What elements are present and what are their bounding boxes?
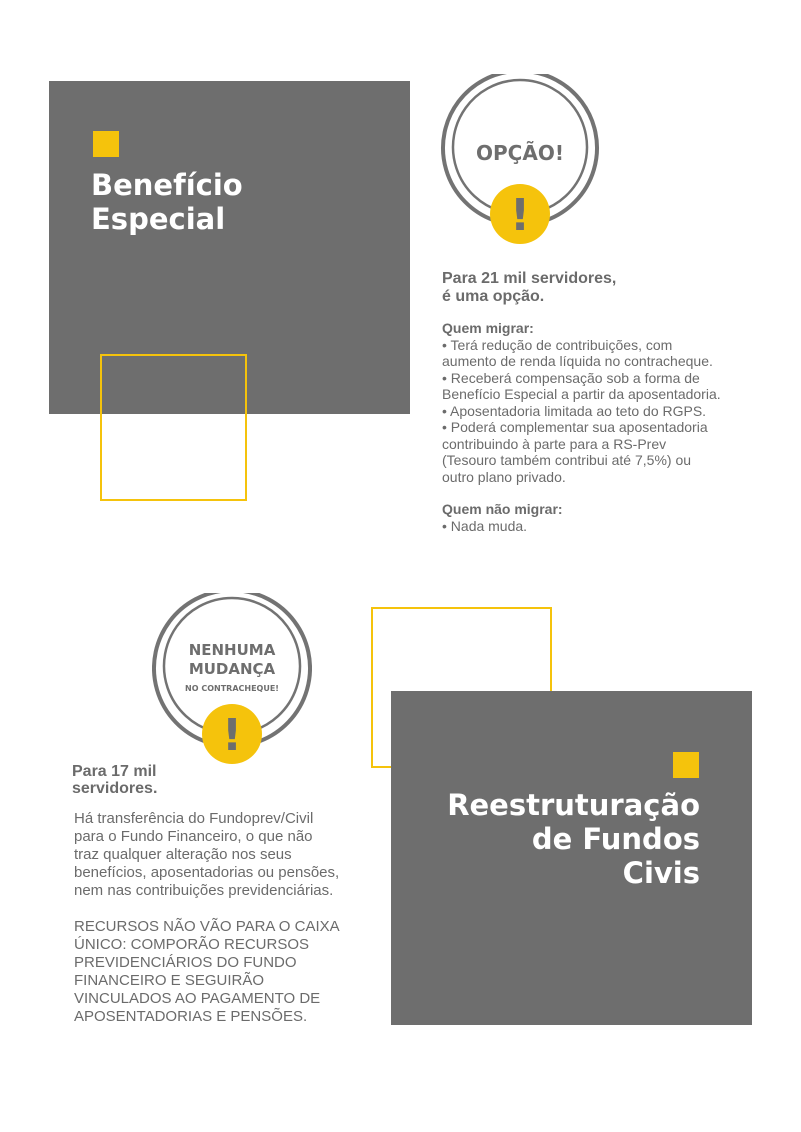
svg-text:NENHUMA: NENHUMA <box>188 641 276 659</box>
title-line: Civis <box>622 856 700 890</box>
list-item: • Receberá compensação sob a forma de <box>442 369 700 386</box>
migrate-heading: Quem migrar: <box>442 320 534 336</box>
svg-text:!: ! <box>221 710 243 761</box>
svg-text:!: ! <box>509 190 531 241</box>
section2-body: Há transferência do Fundoprev/Civil para o Fundo Financeiro, o que não traz qualquer alteração nos seus benefícios, aposentadorias ou pensões, nem nas contribuições previdenciárias. RECURSOS NÃO VÃO PARA O CAIXA ÚNICO: COMPORÃO RECURSOS PREVIDENCIÁRIOS DO FUNDO FINANCEIRO E SEGUIRÃO VINCULADOS AO PAGAMENTO DE APOSENTADORIAS E PENSÕES. <box>74 810 340 1025</box>
section1-body <box>442 320 721 534</box>
option-badge <box>440 74 600 244</box>
svg-text:MUDANÇA: MUDANÇA <box>188 660 276 678</box>
title-line: Especial <box>91 202 226 236</box>
no-migrate-heading: Quem não migrar: <box>442 501 563 517</box>
section1-title <box>91 168 243 236</box>
title-line: Benefício <box>91 168 243 202</box>
list-item: outro plano privado. <box>442 468 566 485</box>
list-item: Benefício Especial a partir da aposentadoria. <box>442 386 721 402</box>
list-item: • Nada muda. <box>442 517 528 534</box>
section2-intro: Para 17 mil servidores. <box>72 763 158 797</box>
list-item: • Terá redução de contribuições, com <box>442 336 673 353</box>
section2-title <box>447 788 700 890</box>
svg-text:NO CONTRACHEQUE!: NO CONTRACHEQUE! <box>185 684 279 693</box>
accent-square <box>673 752 699 778</box>
section1-intro: Para 21 mil servidores, é uma opção. <box>442 270 617 305</box>
list-item: aumento de renda líquida no contracheque. <box>442 353 713 369</box>
title-line: de Fundos <box>531 822 700 856</box>
no-change-badge <box>152 593 312 765</box>
badge-label: OPÇÃO! <box>476 141 564 165</box>
list-item: (Tesouro também contribui até 7,5%) ou <box>442 452 692 468</box>
list-item: • Aposentadoria limitada ao teto do RGPS. <box>442 402 707 419</box>
decorative-outline-square <box>100 354 247 501</box>
list-item: contribuindo à parte para a RS-Prev <box>442 435 667 452</box>
list-item: • Poderá complementar sua aposentadoria <box>442 419 708 435</box>
title-line: Reestruturação <box>447 788 700 822</box>
accent-square <box>93 131 119 157</box>
